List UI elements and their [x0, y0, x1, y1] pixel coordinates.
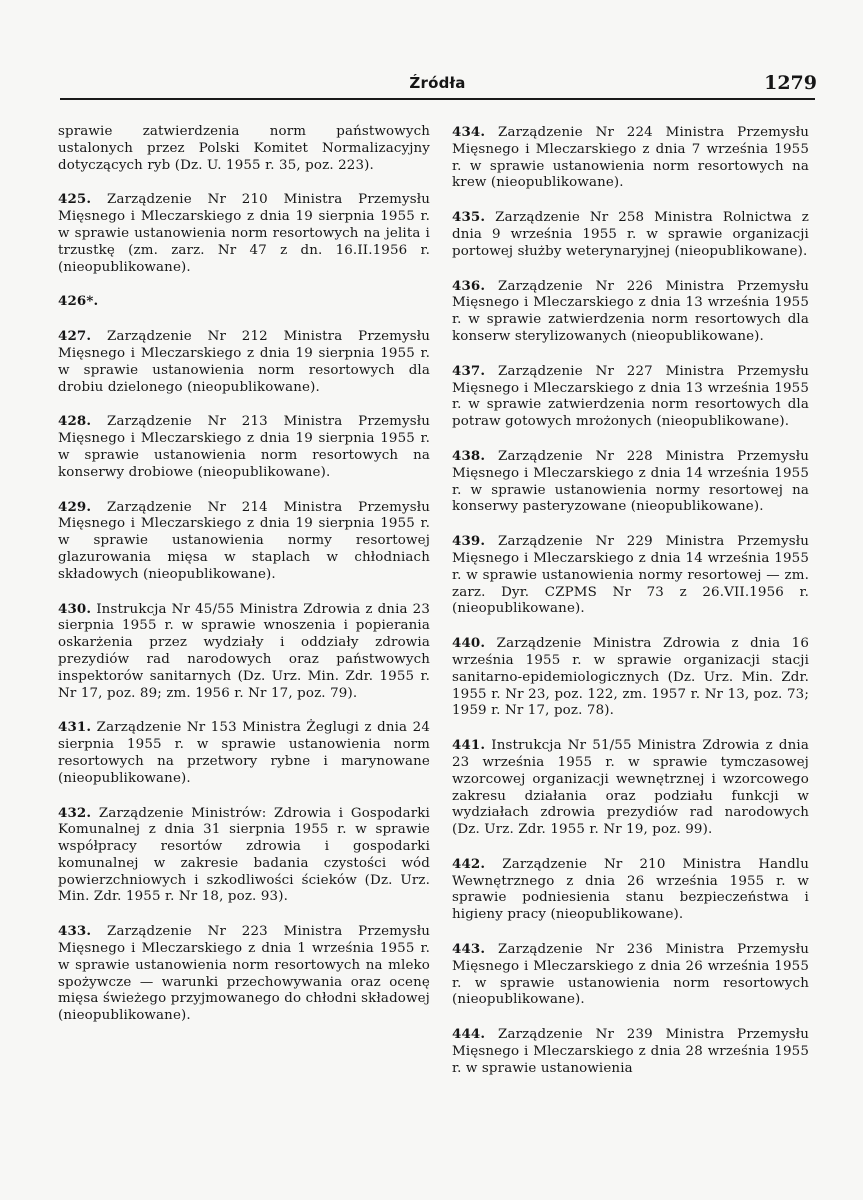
bibliography-entry	[58, 499, 430, 584]
entry-text: Zarządzenie Nr 223 Ministra Przemysłu Mięsnego i Mleczarskiego z dnia 1 września 1955 r. w sprawie ustanowienia norm resortowych na mleko spożywcze — warunki przechowywania oraz ocenę mięsa świeżego przyjmowanego do chłodni składowej (nieopublikowane).	[58, 924, 430, 1024]
entry-number: 439.	[452, 533, 486, 550]
entry-number: 444.	[452, 1026, 486, 1043]
entry-text: Zarządzenie Ministrów: Zdrowia i Gospodarki Komunalnej z dnia 31 sierpnia 1955 r. w sprawie współpracy resortów zdrowia i gospodarki komunalnej w zakresie badania czystości wód powierzchniowych i szkodliwości ścieków (Dz. Urz. Min. Zdr. 1955 r. Nr 18, poz. 93).	[58, 805, 430, 905]
entry-text: Zarządzenie Nr 210 Ministra Przemysłu Mięsnego i Mleczarskiego z dnia 19 sierpnia 1955 r. w sprawie ustanowienia norm resortowych na jelita i trzustkę (zm. zarz. Nr 47 z dn. 16.II.1956 r. (nieopublikowane).	[58, 192, 430, 275]
entry-number: 441.	[452, 737, 486, 754]
bibliography-entry	[452, 124, 809, 192]
entry-number: 440.	[452, 635, 486, 652]
bibliography-entry	[452, 941, 809, 1009]
bibliography-entry	[452, 635, 809, 720]
entry-text: Zarządzenie Ministra Zdrowia z dnia 16 września 1955 r. w sprawie organizacji stacji sanitarno-epidemiologicznych (Dz. Urz. Min. Zdr. 1955 r. Nr 23, poz. 122, zm. 1957 r. Nr 13, poz. 73; 1959 r. Nr 17, poz. 78).	[452, 636, 809, 719]
bibliography-entry	[452, 856, 809, 924]
entry-number: 426*.	[58, 293, 99, 310]
entry-text: Zarządzenie Nr 153 Ministra Żeglugi z dnia 24 sierpnia 1955 r. w sprawie ustanowienia norm resortowych na przetwory rybne i marynowane (nieopublikowane).	[58, 720, 430, 786]
right-column	[452, 124, 809, 1095]
entry-number: 437.	[452, 362, 486, 379]
entry-text: Instrukcja Nr 51/55 Ministra Zdrowia z dnia 23 września 1955 r. w sprawie tymczasowej wzorcowej organizacji wewnętrznej i wzorcowego zakresu działania oraz podziału funkcji w wydziałach zdrowia prezydiów rad narodowych (Dz. Urz. Zdr. 1955 r. Nr 19, poz. 99).	[452, 738, 809, 838]
entry-text: Zarządzenie Nr 214 Ministra Przemysłu Mięsnego i Mleczarskiego z dnia 19 sierpnia 1955 r. w sprawie ustanowienia normy resortowej glazurowania mięsa w staplach w chłodniach składowych (nieopublikowane).	[58, 499, 430, 582]
entry-text: Zarządzenie Nr 227 Ministra Przemysłu Mięsnego i Mleczarskiego z dnia 13 września 1955 r. w sprawie zatwierdzenia norm resortowych dla potraw gotowych mrożonych (nieopublikowane).	[452, 363, 809, 430]
left-column	[58, 124, 430, 1042]
entry-number: 433.	[58, 923, 92, 940]
bibliography-entry	[58, 328, 430, 396]
running-head	[58, 72, 817, 98]
bibliography-entry	[452, 278, 809, 346]
entry-number: 434.	[452, 124, 486, 140]
entry-text: Zarządzenie Nr 226 Ministra Przemysłu Mięsnego i Mleczarskiego z dnia 13 września 1955 r. w sprawie zatwierdzenia norm resortowych dla konserw sterylizowanych (nieopublikowane).	[452, 278, 809, 344]
entry-text: Zarządzenie Nr 224 Ministra Przemysłu Mięsnego i Mleczarskiego z dnia 7 września 1955 r. w sprawie ustanowienia norm resortowych na krew (nieopublikowane).	[452, 125, 809, 191]
bibliography-entry	[452, 209, 809, 260]
bibliography-entry	[452, 1026, 809, 1077]
header-rule	[60, 98, 815, 100]
bibliography-entry	[452, 363, 809, 431]
entry-text: Zarządzenie Nr 239 Ministra Przemysłu Mięsnego i Mleczarskiego z dnia 28 września 1955 r. w sprawie ustanowienia	[452, 1027, 809, 1076]
entry-number: 436.	[452, 277, 486, 294]
entry-number: 430.	[58, 600, 92, 617]
bibliography-entry	[452, 533, 809, 618]
entry-text: Zarządzenie Nr 236 Ministra Przemysłu Mięsnego i Mleczarskiego z dnia 26 września 1955 r. w sprawie ustanowienia norm resortowych (nieopublikowane).	[452, 942, 809, 1008]
entry-text: Zarządzenie Nr 212 Ministra Przemysłu Mięsnego i Mleczarskiego z dnia 19 sierpnia 1955 r. w sprawie ustanowienia norm resortowych dla drobiu dzielonego (nieopublikowane).	[58, 329, 430, 395]
entry-number: 427.	[58, 328, 92, 345]
entry-text: Zarządzenie Nr 213 Ministra Przemysłu Mięsnego i Mleczarskiego z dnia 19 sierpnia 1955 r. w sprawie ustanowienia norm resortowych na konserwy drobiowe (nieopublikowane).	[58, 414, 430, 480]
bibliography-entry	[58, 124, 430, 174]
entry-number: 432.	[58, 804, 92, 821]
entry-text: Zarządzenie Nr 229 Ministra Przemysłu Mięsnego i Mleczarskiego z dnia 14 września 1955 r. w sprawie ustanowienia normy resortowej — zm. zarz. Dyr. CZPMS Nr 73 z 26.VII.1956 r. (nieopublikowane).	[452, 534, 809, 617]
entry-text: Zarządzenie Nr 258 Ministra Rolnictwa z dnia 9 września 1955 r. w sprawie organizacji portowej służby weterynaryjnej (nieopublikowane).	[452, 210, 809, 259]
entry-number: 429.	[58, 498, 92, 515]
running-head-title: Źródła	[409, 74, 466, 92]
bibliography-entry	[452, 448, 809, 516]
entry-number: 443.	[452, 941, 486, 958]
bibliography-entry	[58, 719, 430, 787]
entry-text: sprawie zatwierdzenia norm państwowych ustalonych przez Polski Komitet Normalizacyjny dotyczących ryb (Dz. U. 1955 r. 35, poz. 223).	[58, 124, 430, 173]
bibliography-entry	[58, 191, 430, 276]
entry-text: Zarządzenie Nr 210 Ministra Handlu Wewnętrznego z dnia 26 września 1955 r. w sprawie podniesienia stanu bezpieczeństwa i higieny pracy (nieopublikowane).	[452, 856, 809, 923]
bibliography-entry	[58, 293, 430, 311]
entry-number: 442.	[452, 855, 486, 872]
entry-number: 435.	[452, 209, 486, 226]
bibliography-entry	[58, 413, 430, 481]
entry-number: 428.	[58, 413, 92, 430]
bibliography-entry	[452, 737, 809, 839]
entry-text: Zarządzenie Nr 228 Ministra Przemysłu Mięsnego i Mleczarskiego z dnia 14 września 1955 r. w sprawie ustanowienia normy resortowej na konserwy pasteryzowane (nieopublikowane).	[452, 448, 809, 515]
bibliography-entry	[58, 601, 430, 703]
entry-number: 431.	[58, 719, 92, 736]
entry-number: 425.	[58, 191, 92, 208]
entry-text: Instrukcja Nr 45/55 Ministra Zdrowia z dnia 23 sierpnia 1955 r. w sprawie wnoszenia i popierania oskarżenia przez wydziały i oddziały zdrowia prezydiów rad narodowych oraz państwowych inspektorów sanitarnych (Dz. Urz. Min. Zdr. 1955 r. Nr 17, poz. 89; zm. 1956 r. Nr 17, poz. 79).	[58, 601, 430, 701]
entry-number: 438.	[452, 447, 486, 464]
bibliography-entry	[58, 923, 430, 1025]
page-number: 1279	[764, 72, 817, 94]
bibliography-entry	[58, 805, 430, 907]
